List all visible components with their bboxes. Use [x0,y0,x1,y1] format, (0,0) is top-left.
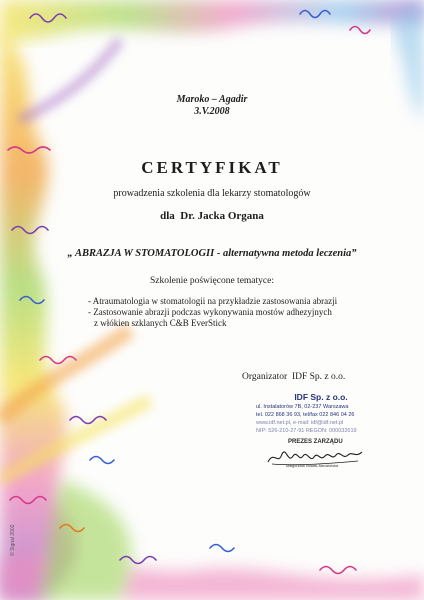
certificate-title: CERTYFIKAT [141,158,283,177]
place-and-date [0,94,424,118]
stamp-ids: NIP: 526-210-27-91 REGON: 000032619 [256,428,357,434]
date: 3.V.2008 [194,106,230,117]
topic-item: z włókien szklanych C&B EverStick [94,318,227,328]
stamp-web: www.idf.net.pl, e-mail: idf@idf.net.pl [256,420,344,426]
signature-role: PREZES ZARZĄDU [288,439,343,445]
organizer-label: Organizator [242,372,288,382]
company-stamp [256,392,396,435]
stamp-address: ul. Instalatorów 7B, 02-237 Warszawa [256,404,349,410]
stamp-phone: tel. 022 868 36 93, tel/fax 022 846 04 26 [256,412,355,418]
certificate-subtitle: prowadzenia szkolenia dla lekarzy stomatologów [113,188,311,199]
recipient-prefix: dla [160,210,175,222]
topics-intro: Szkolenie poświęcone tematyce: [150,276,274,286]
topics-list [88,296,398,329]
stamp-company: IDF Sp. z o.o. [294,392,348,402]
organizer-line [242,372,345,382]
place: Maroko – Agadir [176,94,248,105]
organizer-name: IDF Sp. z o.o. [291,372,346,382]
topic-item: - Atraumatologia w stomatologii na przykładzie zastosowania abrazji [88,296,338,306]
recipient-name: Dr. Jacka Organa [180,210,264,222]
recipient [0,210,424,222]
topic-item: - Zastosowanie abrazji podczas wykonywania mostów adhezyjnych [88,307,332,317]
printer-mark: © Signal 2002 [10,524,16,556]
signer-name: Małgorzata Nowak-Niedzielska [286,464,339,468]
training-topic: „ ABRAZJA W STOMATOLOGII - alternatywna metoda leczenia” [67,248,357,259]
